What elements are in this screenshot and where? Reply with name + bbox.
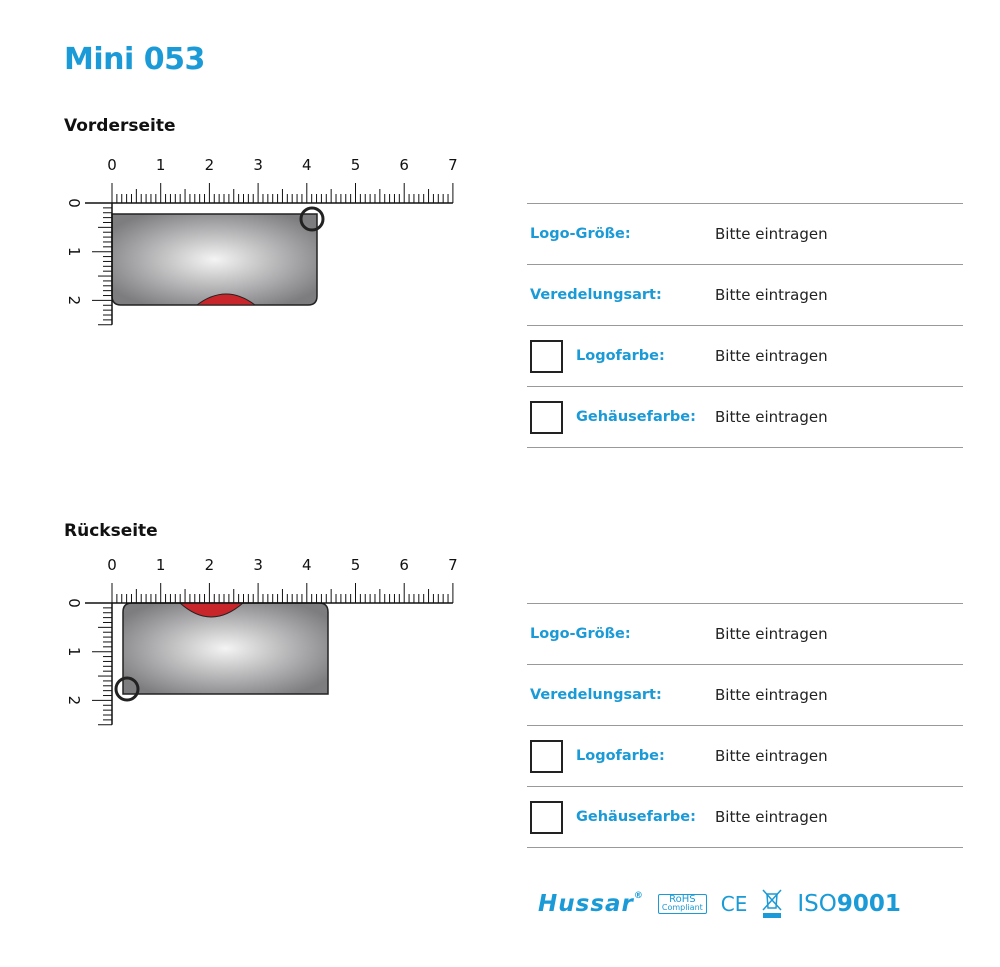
page-title: Mini 053 xyxy=(64,42,205,77)
ruler-x-label: 3 xyxy=(253,156,263,174)
ce-mark: CE xyxy=(720,892,748,916)
ruler-x-label: 1 xyxy=(155,556,166,574)
ruler-y-label: 0 xyxy=(65,598,83,608)
hussar-logo: Hussar® xyxy=(538,891,644,917)
spec-row xyxy=(527,265,963,326)
color-swatch-checkbox[interactable] xyxy=(530,401,563,434)
ruler-x-label: 4 xyxy=(302,156,312,174)
ruler-x-label: 5 xyxy=(350,156,361,174)
ruler-x-label: 2 xyxy=(204,556,215,574)
spec-label: Gehäusefarbe: xyxy=(576,809,696,825)
spec-value-field[interactable]: Bitte eintragen xyxy=(715,625,828,643)
spec-row xyxy=(527,604,963,665)
ruler-x-label: 3 xyxy=(253,556,263,574)
spec-row xyxy=(527,387,963,448)
spec-label: Logofarbe: xyxy=(576,348,665,364)
ruler-x-label: 1 xyxy=(155,156,166,174)
certification-footer xyxy=(538,888,901,920)
iso-9001-mark: ISO9001 xyxy=(797,891,901,917)
color-swatch-checkbox[interactable] xyxy=(530,740,563,773)
spec-value-field[interactable]: Bitte eintragen xyxy=(715,747,828,765)
spec-label: Veredelungsart: xyxy=(530,687,662,703)
device-body xyxy=(123,603,328,694)
spec-label: Logofarbe: xyxy=(576,748,665,764)
ruler-y-label: 1 xyxy=(65,646,83,657)
ruler-y-label: 0 xyxy=(65,198,83,208)
spec-row xyxy=(527,665,963,726)
ruler-x-label: 7 xyxy=(448,556,458,574)
ruler-x-label: 5 xyxy=(350,556,361,574)
ruler-x-label: 2 xyxy=(204,156,215,174)
color-swatch-checkbox[interactable] xyxy=(530,340,563,373)
ruler-x-label: 6 xyxy=(399,556,409,574)
spec-label: Logo-Größe: xyxy=(530,626,631,642)
spec-row xyxy=(527,204,963,265)
spec-row xyxy=(527,787,963,848)
spec-row xyxy=(527,326,963,387)
spec-value-field[interactable]: Bitte eintragen xyxy=(715,347,828,365)
ruler-x-label: 0 xyxy=(107,556,117,574)
weee-bin-icon xyxy=(761,888,783,920)
ruler-x-label: 0 xyxy=(107,156,117,174)
device-body xyxy=(112,214,317,305)
spec-value-field[interactable]: Bitte eintragen xyxy=(715,225,828,243)
back-dimension-drawing xyxy=(0,550,480,750)
spec-value-field[interactable]: Bitte eintragen xyxy=(715,286,828,304)
front-spec-table xyxy=(527,203,963,448)
front-dimension-drawing xyxy=(0,150,480,350)
rohs-badge: RoHS Compliant xyxy=(658,894,707,914)
spec-value-field[interactable]: Bitte eintragen xyxy=(715,686,828,704)
color-swatch-checkbox[interactable] xyxy=(530,801,563,834)
spec-row xyxy=(527,726,963,787)
ruler-y-label: 2 xyxy=(65,295,83,306)
section-heading-back: Rückseite xyxy=(64,521,158,541)
ruler-x-label: 7 xyxy=(448,156,458,174)
section-heading-front: Vorderseite xyxy=(64,116,176,136)
ruler-y-label: 1 xyxy=(65,246,83,257)
spec-label: Logo-Größe: xyxy=(530,226,631,242)
back-spec-table xyxy=(527,603,963,848)
ruler-y-label: 2 xyxy=(65,695,83,706)
spec-label: Veredelungsart: xyxy=(530,287,662,303)
spec-value-field[interactable]: Bitte eintragen xyxy=(715,808,828,826)
spec-label: Gehäusefarbe: xyxy=(576,409,696,425)
spec-value-field[interactable]: Bitte eintragen xyxy=(715,408,828,426)
ruler-x-label: 4 xyxy=(302,556,312,574)
ruler-x-label: 6 xyxy=(399,156,409,174)
